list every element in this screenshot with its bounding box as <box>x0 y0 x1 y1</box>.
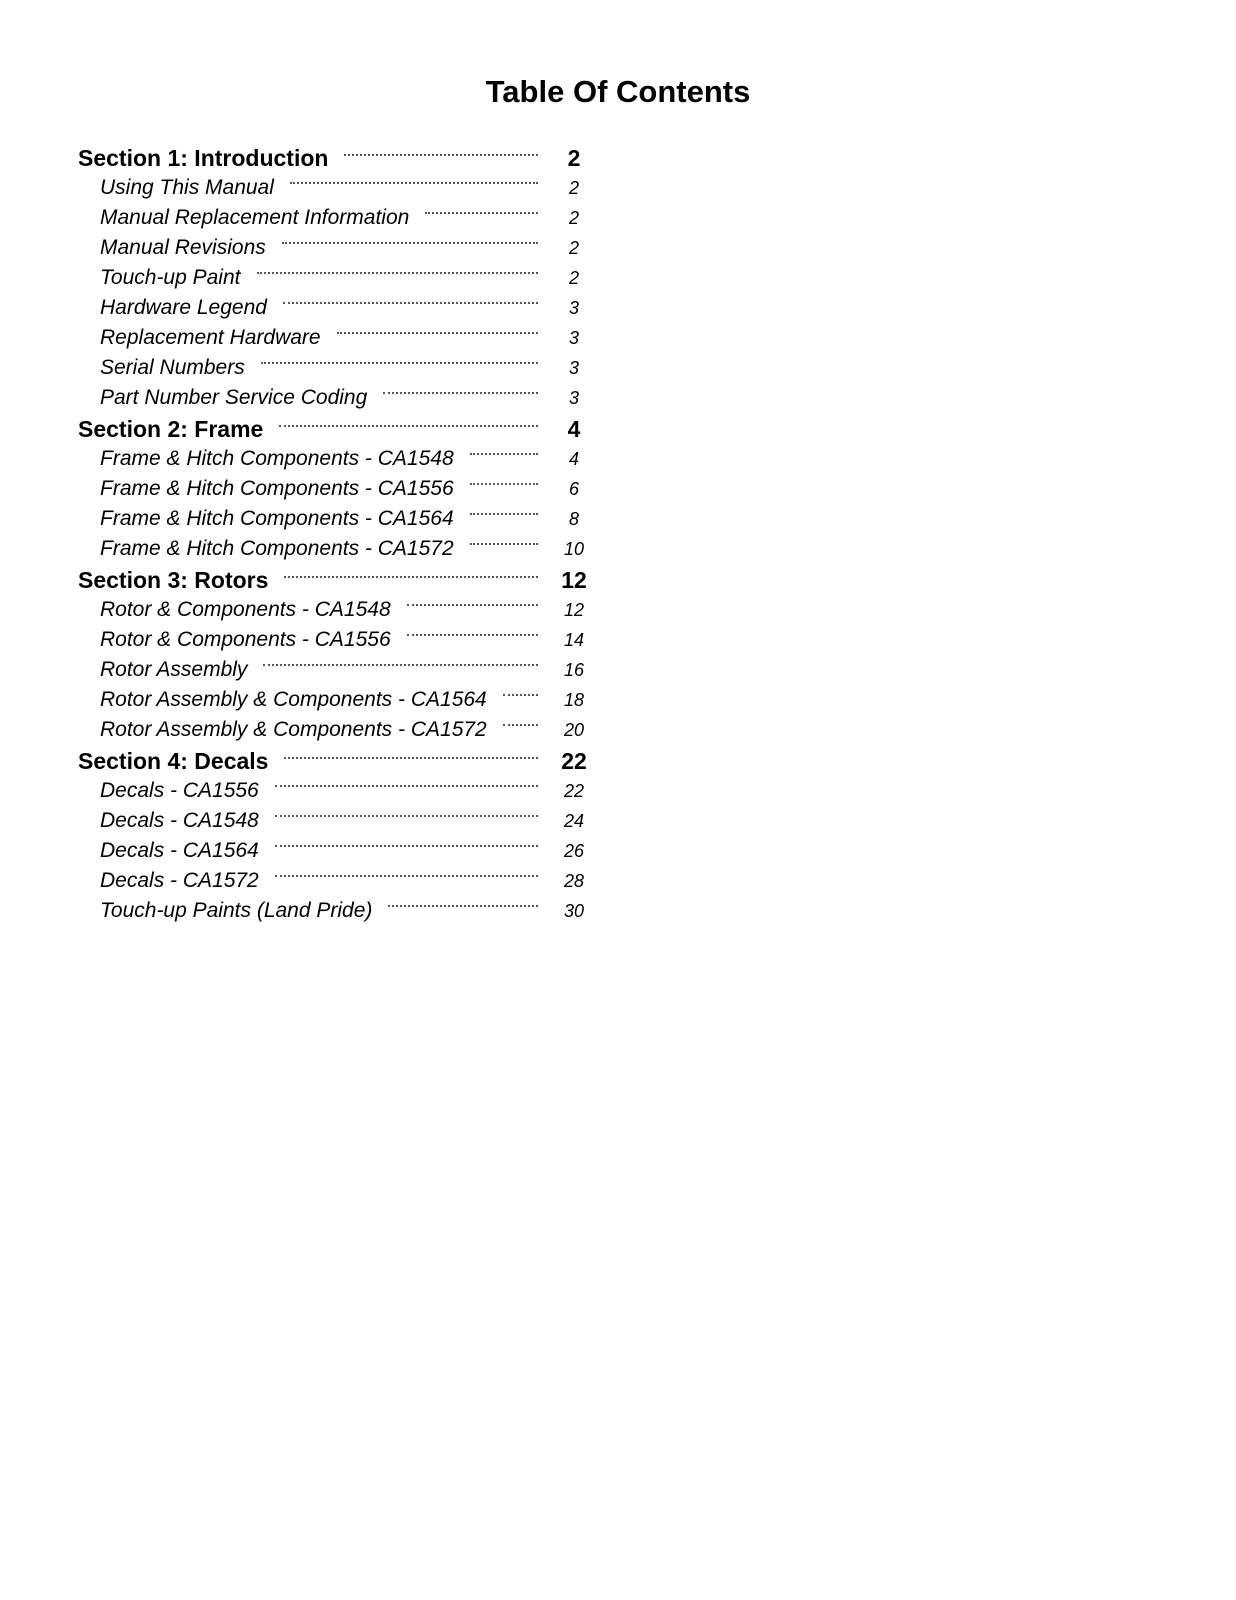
toc-entry-page-number: 3 <box>568 328 579 348</box>
dot-leader <box>275 845 538 847</box>
toc-entry-title: Decals - CA1548 <box>100 809 259 832</box>
toc-section-row[interactable] <box>78 145 588 176</box>
dot-leader <box>261 362 538 364</box>
toc-entry-page-number: 2 <box>568 208 579 228</box>
dot-leader <box>407 634 538 636</box>
toc-entry-page-number: 3 <box>568 358 579 378</box>
toc-entry-page-number: 2 <box>568 238 579 258</box>
toc-entry-page-number: 28 <box>563 871 585 891</box>
dot-leader <box>275 875 538 877</box>
toc-entry-row[interactable] <box>78 386 588 416</box>
toc-entry-row[interactable] <box>78 507 588 537</box>
toc-entry-row[interactable] <box>78 447 588 477</box>
toc-entry-page-number: 14 <box>563 630 585 650</box>
dot-leader <box>279 425 538 427</box>
toc-entry-row[interactable] <box>78 326 588 356</box>
toc-entry-page-number: 30 <box>563 901 585 921</box>
toc-entry-page-number: 22 <box>563 781 585 801</box>
toc-entry-row[interactable] <box>78 266 588 296</box>
dot-leader <box>290 182 538 184</box>
toc-section-title: Section 1: Introduction <box>78 145 329 171</box>
dot-leader <box>275 815 538 817</box>
toc-entry-row[interactable] <box>78 477 588 507</box>
toc-entry-title: Frame & Hitch Components - CA1548 <box>100 447 454 470</box>
toc-entry-page-number: 3 <box>568 298 579 318</box>
toc-entry-row[interactable] <box>78 296 588 326</box>
toc-entry-page-number: 12 <box>563 600 585 620</box>
toc-entry-page-number: 18 <box>563 690 585 710</box>
toc-entry-row[interactable] <box>78 899 588 929</box>
toc-section-row[interactable] <box>78 748 588 779</box>
table-of-contents <box>78 145 588 929</box>
toc-entry-title: Decals - CA1572 <box>100 869 259 892</box>
dot-leader <box>282 242 538 244</box>
toc-section-row[interactable] <box>78 567 588 598</box>
toc-entry-page-number: 20 <box>563 720 585 740</box>
toc-section-page-number: 22 <box>561 748 587 774</box>
dot-leader <box>275 785 538 787</box>
toc-entry-page-number: 24 <box>563 811 585 831</box>
toc-entry-row[interactable] <box>78 658 588 688</box>
toc-entry-row[interactable] <box>78 356 588 386</box>
toc-entry-row[interactable] <box>78 718 588 748</box>
toc-entry-row[interactable] <box>78 537 588 567</box>
dot-leader <box>337 332 538 334</box>
toc-entry-title: Hardware Legend <box>100 296 267 319</box>
toc-entry-title: Manual Replacement Information <box>100 206 410 229</box>
toc-section-page-number: 2 <box>567 145 581 171</box>
toc-entry-page-number: 8 <box>568 509 579 529</box>
toc-entry-row[interactable] <box>78 628 588 658</box>
toc-entry-page-number: 3 <box>568 388 579 408</box>
toc-entry-title: Frame & Hitch Components - CA1572 <box>100 537 454 560</box>
toc-entry-row[interactable] <box>78 206 588 236</box>
toc-entry-row[interactable] <box>78 176 588 206</box>
dot-leader <box>257 272 539 274</box>
dot-leader <box>470 483 538 485</box>
toc-section-page-number: 12 <box>561 567 587 593</box>
page-title: Table Of Contents <box>485 74 751 109</box>
toc-section-page-number: 4 <box>567 416 581 442</box>
dot-leader <box>425 212 538 214</box>
dot-leader <box>503 724 538 726</box>
toc-entry-title: Replacement Hardware <box>100 326 321 349</box>
toc-entry-page-number: 26 <box>563 841 585 861</box>
toc-section-title: Section 3: Rotors <box>78 567 269 593</box>
dot-leader <box>407 604 538 606</box>
toc-entry-title: Using This Manual <box>100 176 274 199</box>
toc-entry-title: Part Number Service Coding <box>100 386 368 409</box>
toc-entry-page-number: 16 <box>563 660 585 680</box>
dot-leader <box>284 757 538 759</box>
toc-entry-title: Manual Revisions <box>100 236 266 259</box>
toc-entry-title: Decals - CA1556 <box>100 779 259 802</box>
toc-section-title: Section 4: Decals <box>78 748 269 774</box>
toc-entry-page-number: 4 <box>568 449 579 469</box>
toc-entry-row[interactable] <box>78 869 588 899</box>
toc-section-title: Section 2: Frame <box>78 416 264 442</box>
dot-leader <box>284 576 538 578</box>
toc-section-row[interactable] <box>78 416 588 447</box>
toc-entry-row[interactable] <box>78 688 588 718</box>
toc-entry-row[interactable] <box>78 839 588 869</box>
toc-entry-title: Rotor & Components - CA1556 <box>100 628 391 651</box>
dot-leader <box>503 694 538 696</box>
toc-entry-page-number: 6 <box>568 479 579 499</box>
toc-entry-title: Rotor Assembly <box>100 658 248 681</box>
toc-entry-title: Rotor Assembly & Components - CA1564 <box>100 688 487 711</box>
dot-leader <box>344 154 538 156</box>
dot-leader <box>388 905 538 907</box>
dot-leader <box>263 664 538 666</box>
toc-entry-title: Decals - CA1564 <box>100 839 259 862</box>
toc-entry-row[interactable] <box>78 809 588 839</box>
toc-entry-row[interactable] <box>78 779 588 809</box>
toc-entry-title: Rotor & Components - CA1548 <box>100 598 391 621</box>
toc-entry-title: Frame & Hitch Components - CA1564 <box>100 507 454 530</box>
toc-entry-title: Touch-up Paints (Land Pride) <box>100 899 373 922</box>
dot-leader <box>470 513 538 515</box>
toc-entry-page-number: 10 <box>563 539 585 559</box>
dot-leader <box>383 392 538 394</box>
toc-entry-page-number: 2 <box>568 268 579 288</box>
toc-entry-row[interactable] <box>78 236 588 266</box>
toc-entry-title: Rotor Assembly & Components - CA1572 <box>100 718 487 741</box>
toc-entry-title: Serial Numbers <box>100 356 245 379</box>
dot-leader <box>470 453 538 455</box>
toc-entry-page-number: 2 <box>568 178 579 198</box>
toc-entry-title: Touch-up Paint <box>100 266 241 289</box>
toc-entry-row[interactable] <box>78 598 588 628</box>
dot-leader <box>470 543 538 545</box>
toc-entry-title: Frame & Hitch Components - CA1556 <box>100 477 454 500</box>
dot-leader <box>283 302 538 304</box>
